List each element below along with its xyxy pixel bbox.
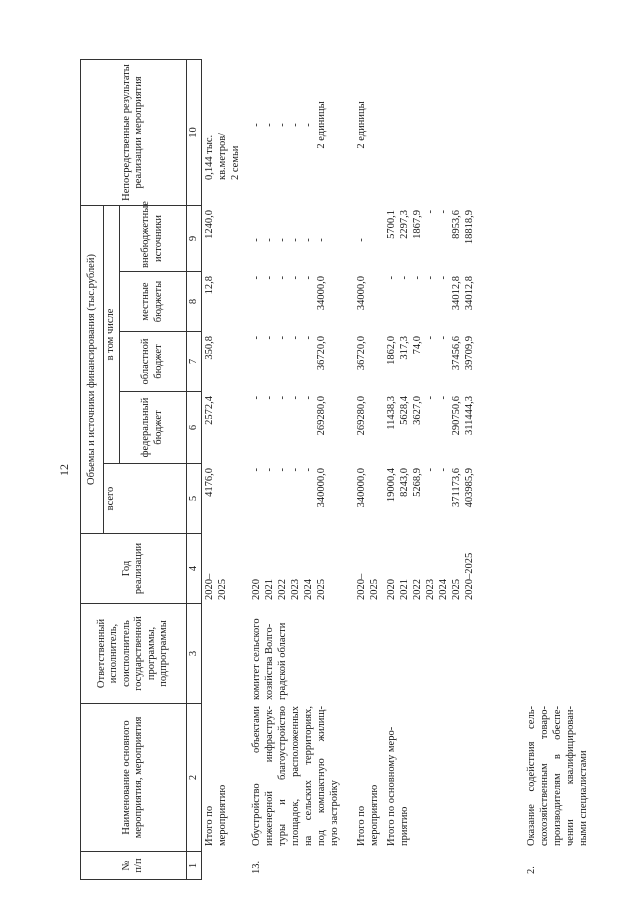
value-cell: - [399, 276, 410, 280]
header-regional: областной бюджет [119, 332, 186, 392]
value-cell: - [277, 276, 288, 280]
row-result [250, 70, 328, 180]
value-cell: 37456,6 [451, 336, 462, 371]
value-cell: 5700,1 [386, 210, 397, 239]
result-line: 0,144 тыс. [204, 134, 215, 180]
row-year: 2020–2025 [204, 573, 228, 600]
result-line: 2 семьи [230, 145, 241, 180]
value-cell: - [277, 396, 288, 400]
header-executor: Ответственный исполнитель, соисполнитель государственной программы, подпрограммы [81, 604, 187, 704]
colnum-4: 4 [186, 534, 202, 604]
value-cell: - [264, 276, 275, 280]
value-cell: - [438, 276, 449, 280]
value-cell: - [290, 123, 301, 127]
value-cell: 2297,3 [399, 210, 410, 239]
header-num: № п/п [81, 852, 187, 880]
colnum-6: 6 [186, 392, 202, 464]
value-cell: 19000,4 [386, 468, 397, 503]
value-cell: 311444,3 [464, 396, 475, 435]
year-cell: 2024 [438, 579, 449, 600]
year-cell: 2022 [412, 579, 423, 600]
value-cell: - [264, 238, 275, 242]
value-cell: - [264, 468, 275, 472]
name-line: чении квалифицирован- [565, 706, 576, 846]
name-line: ными специалистами [578, 750, 589, 846]
exec-line: комитет сельского [251, 618, 262, 700]
colnum-2: 2 [186, 704, 202, 852]
row-federal: 2572,4 [204, 396, 215, 425]
page-number: 12 [57, 464, 71, 476]
value-cell: - [425, 336, 436, 340]
exec-line: градской области [277, 622, 288, 700]
row-federal [250, 396, 328, 464]
value-cell: - [303, 396, 314, 400]
name-line: производителям в обеспе- [552, 706, 563, 846]
name-line: скохозяйственным товаро- [539, 706, 550, 846]
colnum-7: 7 [186, 332, 202, 392]
value-cell: - [251, 468, 262, 472]
value-cell: - [438, 336, 449, 340]
header-federal: федеральный бюджет [119, 392, 186, 464]
value-cell: 39709,9 [464, 336, 475, 371]
value-cell: - [290, 396, 301, 400]
row-local: 34000,0 [356, 276, 367, 311]
value-cell: 36720,0 [316, 336, 327, 371]
colnum-8: 8 [186, 272, 202, 332]
value-cell: - [425, 468, 436, 472]
value-cell: - [290, 238, 301, 242]
value-cell: - [316, 238, 327, 242]
value-cell: - [303, 238, 314, 242]
row-total [250, 468, 328, 534]
colnum-3: 3 [186, 604, 202, 704]
value-cell: 290750,6 [451, 396, 462, 436]
header-incl: в том числе [104, 205, 120, 463]
value-cell: - [303, 468, 314, 472]
value-cell: - [290, 336, 301, 340]
value-cell: 5628,4 [399, 396, 410, 425]
row-name [385, 706, 411, 846]
name-line: Оказание содействия сель- [526, 706, 537, 846]
value-cell: - [438, 468, 449, 472]
row-local [385, 276, 476, 332]
exec-line: хозяйства Волго- [264, 623, 275, 700]
value-cell: 5268,9 [412, 468, 423, 497]
value-cell: - [425, 276, 436, 280]
row-regional: 350,8 [204, 336, 215, 360]
value-cell: - [277, 468, 288, 472]
row-years [250, 579, 328, 600]
row-extra [250, 220, 328, 260]
name-line: площадок, расположенных [290, 706, 301, 846]
value-cell: - [438, 210, 449, 214]
name-line: приятию [399, 806, 410, 846]
row-num: 2. [526, 866, 537, 874]
colnum-5: 5 [186, 464, 202, 534]
row-regional: 36720,0 [356, 336, 367, 371]
value-cell: 11438,3 [386, 396, 397, 430]
year-cell: 2020 [386, 579, 397, 600]
value-cell: - [303, 123, 314, 127]
header-local: местные бюджеты [119, 272, 186, 332]
value-cell: - [251, 396, 262, 400]
row-year: 2020–2025 [356, 573, 380, 600]
row-name [250, 706, 341, 846]
value-cell: 1867,9 [412, 210, 423, 239]
row-regional [250, 336, 328, 392]
value-cell: - [277, 123, 288, 127]
year-cell: 2022 [277, 579, 288, 600]
value-cell: - [264, 336, 275, 340]
value-cell: - [251, 123, 262, 127]
result-line: кв.метров/ [217, 132, 228, 180]
header-funding: Объемы и источники финансирования (тыс.рублей) [81, 205, 104, 533]
value-cell: - [290, 468, 301, 472]
value-cell: - [251, 276, 262, 280]
value-cell: 34012,8 [451, 276, 462, 311]
row-total [385, 468, 476, 534]
name-line: ную застройку [329, 780, 340, 846]
header-extra: внебюджетные источники [119, 205, 186, 271]
value-cell: 269280,0 [316, 396, 327, 436]
colnum-9: 9 [186, 205, 202, 271]
name-line: под компактную жилищ- [316, 706, 327, 846]
value-cell: - [303, 336, 314, 340]
value-cell: 3627,0 [412, 396, 423, 425]
row-name: Итого по мероприятию [356, 784, 380, 846]
value-cell: 2 единицы [316, 101, 327, 149]
row-result: 2 единицы [356, 101, 367, 149]
value-cell: 403985,9 [464, 468, 475, 508]
value-cell: 18818,9 [464, 210, 475, 245]
row-federal: 269280,0 [356, 396, 367, 436]
row-federal [385, 396, 476, 464]
row-name [525, 706, 590, 846]
colnum-10: 10 [186, 59, 202, 205]
header-name: Наименование основного мероприятия, мероприятия [81, 704, 187, 852]
row-extra [385, 210, 476, 272]
value-cell: - [251, 238, 262, 242]
value-cell: - [425, 396, 436, 400]
name-line: Итого по основному меро- [386, 726, 397, 846]
name-line: инженерной инфраструк- [264, 706, 275, 846]
value-cell: 34000,0 [316, 276, 327, 311]
value-cell: - [264, 396, 275, 400]
year-cell: 2020 [251, 579, 262, 600]
row-years [385, 553, 476, 600]
table-header [80, 59, 202, 880]
value-cell: - [264, 123, 275, 127]
name-line: на сельских территориях, [303, 706, 314, 846]
year-cell: 2024 [303, 579, 314, 600]
row-result [203, 70, 242, 180]
year-cell: 2023 [425, 579, 436, 600]
value-cell: - [438, 396, 449, 400]
row-extra: - [356, 238, 367, 242]
value-cell: - [251, 336, 262, 340]
value-cell: - [277, 336, 288, 340]
year-cell: 2025 [316, 579, 327, 600]
colnum-1: 1 [186, 852, 202, 880]
value-cell: - [277, 238, 288, 242]
value-cell: - [386, 276, 397, 280]
row-num: 13. [251, 860, 262, 874]
value-cell: 1862,0 [386, 336, 397, 365]
value-cell: - [303, 276, 314, 280]
value-cell: 317,3 [399, 336, 410, 360]
header-year: Год реализации [81, 534, 187, 604]
row-total: 340000,0 [356, 468, 367, 508]
value-cell: - [412, 276, 423, 280]
row-local [250, 276, 328, 332]
year-cell: 2023 [290, 579, 301, 600]
row-regional [385, 336, 476, 392]
row-local: 12,8 [204, 276, 215, 295]
value-cell: 371173,6 [451, 468, 462, 507]
value-cell: 340000,0 [316, 468, 327, 508]
value-cell: - [290, 276, 301, 280]
row-extra: 1240,0 [204, 210, 215, 239]
value-cell: 34012,8 [464, 276, 475, 311]
header-total: всего [104, 464, 187, 534]
value-cell: - [425, 210, 436, 214]
rotated-table [80, 60, 610, 880]
row-executor [250, 604, 289, 700]
year-cell: 2025 [451, 579, 462, 600]
header-results: Непосредственные результаты реализации мероприятия [81, 59, 187, 205]
year-cell: 2020–2025 [464, 552, 475, 600]
name-line: Обустройство объектами [251, 706, 262, 846]
year-cell: 2021 [264, 579, 275, 600]
value-cell: 74,0 [412, 336, 423, 355]
year-cell: 2021 [399, 579, 410, 600]
row-name: Итого по мероприятию [204, 784, 228, 846]
value-cell: 8243,0 [399, 468, 410, 497]
value-cell: 8953,6 [451, 210, 462, 239]
name-line: туры и благоустройство [277, 706, 288, 846]
row-total: 4176,0 [204, 468, 215, 497]
